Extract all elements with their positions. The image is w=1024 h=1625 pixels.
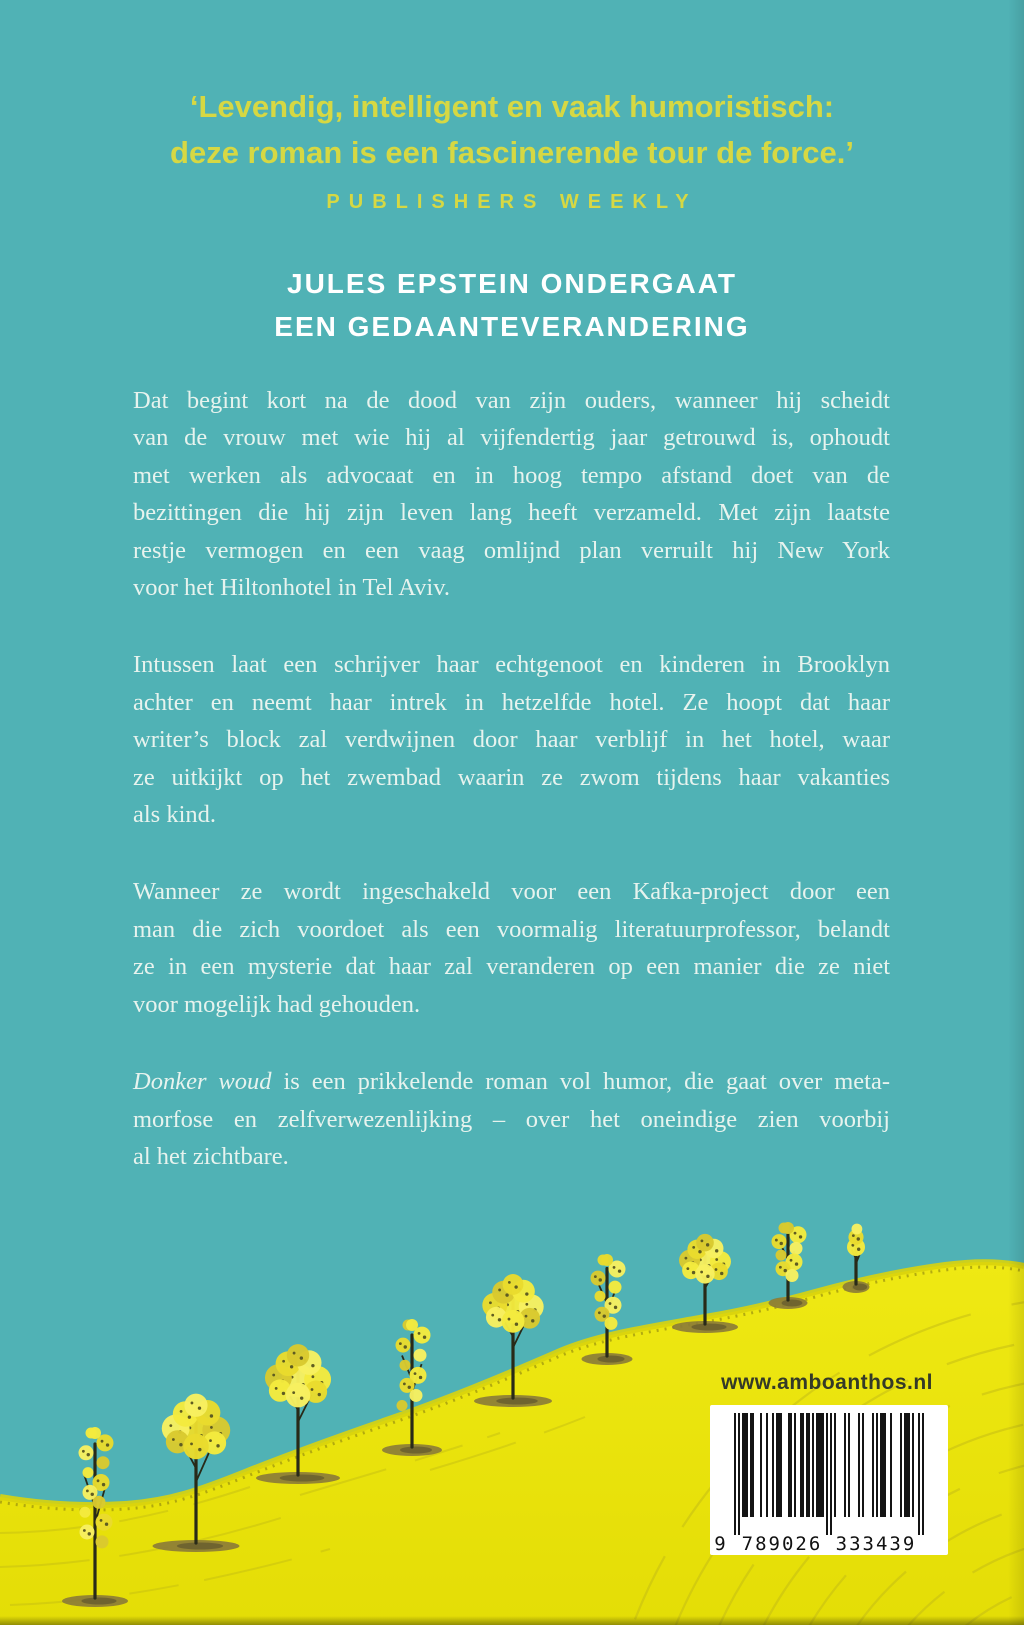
synopsis	[133, 382, 890, 1215]
barcode-bar	[830, 1413, 832, 1535]
barcode-bar	[816, 1413, 824, 1517]
review-quote	[0, 84, 1024, 214]
barcode-digits: 333439	[835, 1533, 917, 1555]
barcode-bar	[760, 1413, 762, 1517]
barcode-bar	[844, 1413, 846, 1517]
barcode	[710, 1405, 948, 1555]
barcode-bar	[904, 1413, 910, 1517]
barcode-bar	[834, 1413, 836, 1517]
synopsis-line: als kind.	[133, 801, 217, 829]
synopsis-paragraph-3	[133, 873, 890, 1023]
tagline-line-2: EEN GEDAANTEVERANDERING	[274, 311, 750, 342]
synopsis-line: van de vrouw met wie hij al vijfendertig jaar getrouwd is, ophoudt	[133, 424, 890, 452]
barcode-bar	[890, 1413, 892, 1517]
barcode-digits: 9	[714, 1533, 728, 1555]
barcode-bar	[738, 1413, 740, 1535]
synopsis-line: Donker woud is een prikkelende roman vol humor, die gaat over meta-	[133, 1068, 890, 1096]
barcode-bar	[922, 1413, 924, 1535]
barcode-bar	[872, 1413, 874, 1517]
synopsis-line: man die zich voordoet als een voormalig literatuurprofessor, belandt	[133, 915, 890, 943]
barcode-bar	[858, 1413, 860, 1517]
synopsis-line: bezittingen die hij zijn leven lang heeft verzameld. Met zijn laatste	[133, 499, 890, 527]
barcode-bar	[806, 1413, 810, 1517]
barcode-bar	[900, 1413, 902, 1517]
page-bottom-edge-shadow	[0, 1616, 1024, 1625]
barcode-digits: 789026	[741, 1533, 823, 1555]
page-right-edge-shadow	[1008, 0, 1024, 1625]
synopsis-line: ze in een mysterie dat haar zal veranderen op een manier die ze niet	[133, 953, 890, 981]
tagline	[0, 262, 1024, 348]
synopsis-paragraph-1	[133, 382, 890, 606]
hill-illustration	[0, 1165, 1024, 1625]
barcode-bar	[750, 1413, 754, 1517]
barcode-bar	[734, 1413, 736, 1535]
synopsis-line: Intussen laat een schrijver haar echtgenoot en kinderen in Brooklyn	[133, 651, 890, 679]
synopsis-line: ze uitkijkt op het zwembad waarin ze zwom tijdens haar vakanties	[133, 763, 890, 791]
synopsis-line: restje vermogen en een vaag omlijnd plan verruilt hij New York	[133, 536, 890, 564]
synopsis-line: Wanneer ze wordt ingeschakeld voor een Kafka-project door een	[133, 878, 890, 906]
barcode-bar	[876, 1413, 878, 1517]
barcode-bar	[912, 1413, 914, 1517]
barcode-bar	[766, 1413, 768, 1517]
synopsis-paragraph-4	[133, 1063, 890, 1175]
synopsis-line: al het zichtbare.	[133, 1142, 289, 1170]
synopsis-line: voor mogelijk had gehouden.	[133, 990, 421, 1018]
quote-line-1: ‘Levendig, intelligent en vaak humoristisch:	[189, 89, 835, 124]
barcode-bar	[788, 1413, 792, 1517]
barcode-bar	[848, 1413, 850, 1517]
barcode-bar	[772, 1413, 774, 1517]
publisher-website: www.amboanthos.nl	[721, 1371, 933, 1394]
barcode-bar	[800, 1413, 804, 1517]
synopsis-line: writer’s block zal verdwijnen door haar verblijf in het hotel, waar	[133, 726, 890, 754]
quote-source: PUBLISHERS WEEKLY	[326, 191, 698, 213]
barcode-bar	[742, 1413, 748, 1517]
barcode-bar	[862, 1413, 864, 1517]
synopsis-line: Dat begint kort na de dood van zijn ouders, wanneer hij scheidt	[133, 387, 890, 414]
book-title-italic: Donker woud	[133, 1068, 272, 1096]
barcode-bar	[794, 1413, 796, 1517]
tagline-line-1: JULES EPSTEIN ONDERGAAT	[287, 268, 737, 299]
synopsis-paragraph-2	[133, 646, 890, 833]
synopsis-line: voor het Hiltonhotel in Tel Aviv.	[133, 574, 450, 602]
barcode-bar	[880, 1413, 886, 1517]
barcode-bar	[826, 1413, 828, 1535]
synopsis-line: achter en neemt haar intrek in hetzelfde hotel. Ze hoopt dat haar	[133, 688, 890, 716]
barcode-bar	[812, 1413, 814, 1517]
barcode-bar	[918, 1413, 920, 1535]
quote-line-2: deze roman is een fascinerende tour de force.’	[170, 135, 854, 170]
synopsis-line: morfose en zelfverwezenlijking – over het oneindige zien voorbij	[133, 1105, 890, 1133]
barcode-bar	[776, 1413, 782, 1517]
synopsis-line: met werken als advocaat en in hoog tempo afstand doet van de	[133, 461, 890, 489]
